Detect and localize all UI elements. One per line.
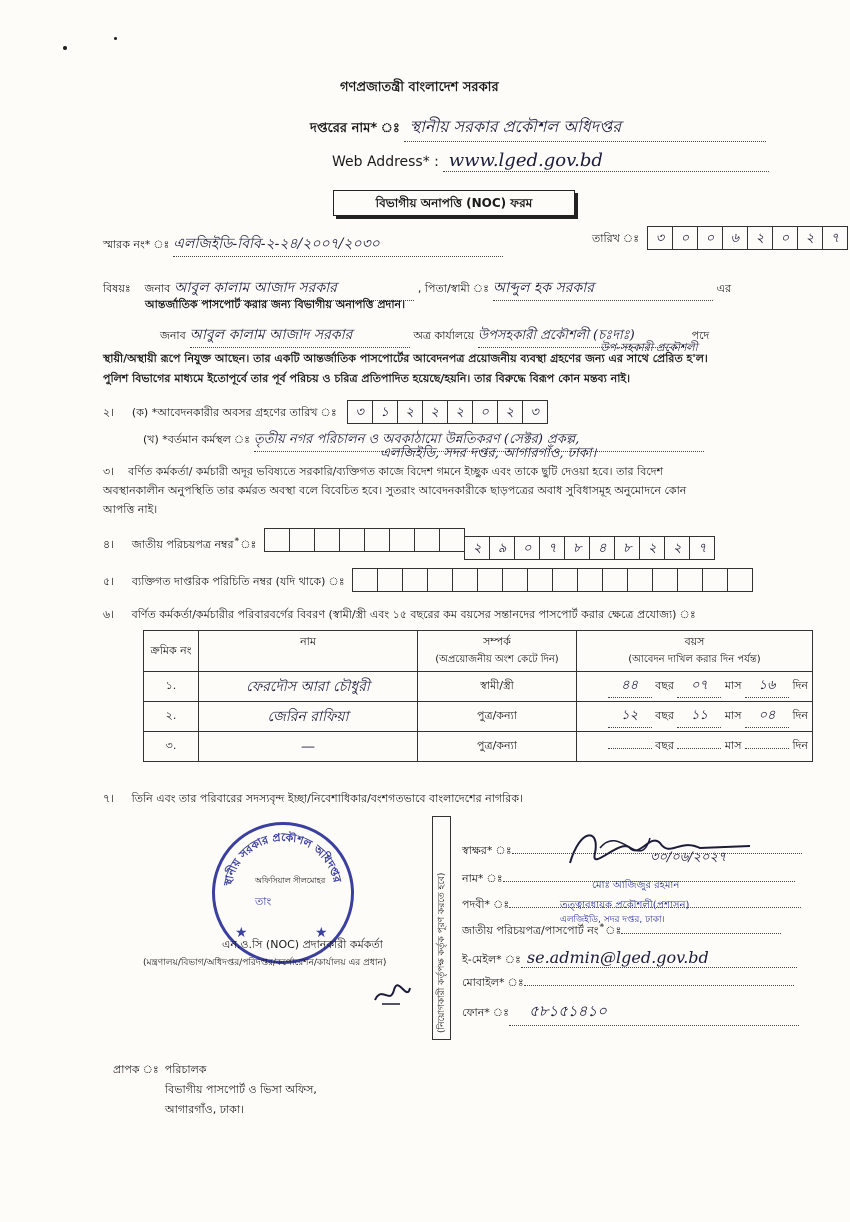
memo-label: স্মারক নং* ঃ <box>103 238 170 251</box>
personal-id-digit-box <box>627 568 653 592</box>
subject-label: বিষয়ঃ <box>103 282 131 295</box>
form-title-text: বিভাগীয় অনাপত্তি (NOC) ফরম <box>375 196 533 210</box>
date-digit-box: ২ <box>747 226 773 250</box>
age-years: ১২ <box>608 706 652 728</box>
age-years-unit: বছর <box>651 739 678 752</box>
personal-id-digit-box <box>677 568 703 592</box>
age-years-unit: বছর <box>651 678 678 692</box>
row-name: জেরিন রাফিয়া <box>199 702 418 732</box>
personal-id-digit-box <box>552 568 578 592</box>
personal-id-label: ব্যক্তিগত দাপ্তরিক পরিচিতি নম্বর (যদি থাকে) ঃ <box>131 575 345 588</box>
nid-digit-box <box>289 528 315 552</box>
body-post-overwrite: উপ-সহকারী প্রকৌশলী <box>600 341 698 354</box>
item3-line3: আপত্তি নাই। <box>103 503 158 516</box>
item3-text1: বর্ণিত কর্মকর্তা/ কর্মচারী অদূর ভবিষ্যতে সরকারি/ব্যক্তিগত কাজে বিদেশ গমনে ইচ্ছুক এবং তাকে ছুটি দেওয়া হবে। তার বিদেশ <box>128 465 664 478</box>
subject-father: আব্দুল হক সরকার <box>493 276 713 301</box>
item6-number: ৬। <box>103 608 115 621</box>
body-post: উপসহকারী প্রকৌশলী (চঃদাঃ) <box>478 326 688 348</box>
office-name-label: দপ্তরের নাম* ঃ <box>310 121 400 136</box>
web-address-value: www.lged.gov.bd <box>443 150 769 172</box>
workplace-value-line2: এলজিইডি, সদর দপ্তর, আগারগাঁও, ঢাকা। <box>380 446 597 461</box>
item3-line2: অবস্থানকালীন অনুপস্থিতি তার কর্মরত অবস্থা বলে বিবেচিত হবে। সুতরাং আবেদনকারীকে ছাড়পত্রের অবাধ সুবিধাসমূহ অনুমোদনে কোন <box>103 484 687 497</box>
date-digit-box: ০ <box>672 226 698 250</box>
date-boxes <box>647 231 847 245</box>
svg-text:স্থানীয় সরকার প্রকৌশল অধিদপ্ত: স্থানীয় সরকার প্রকৌশল অধিদপ্তর <box>221 830 344 888</box>
office-name-row <box>310 114 790 142</box>
nid-digit-box <box>314 528 340 552</box>
age-months-unit: মাস <box>721 678 745 692</box>
body-end: পদে <box>691 329 710 342</box>
family-table-header <box>144 631 813 672</box>
memo-value: এলজিইডি-বিবি-২-২৪/২০০৭/২০৩০ <box>173 232 503 257</box>
punch-mark <box>114 37 117 40</box>
row-name: — <box>199 732 418 762</box>
nid-digit-box <box>439 528 465 552</box>
row-age <box>577 672 813 702</box>
nid-digit-box <box>389 528 415 552</box>
age-months: ০৭ <box>677 676 721 698</box>
table-row <box>144 702 813 732</box>
age-days: ১৬ <box>745 676 789 698</box>
personal-id-digit-box <box>427 568 453 592</box>
family-table <box>143 630 813 762</box>
table-row <box>144 732 813 762</box>
post-label: পদবী* ঃ <box>462 898 510 911</box>
nid-digit-box: ২ <box>639 536 665 560</box>
subject-suffix: এর <box>716 282 732 295</box>
nid-digit-box <box>414 528 440 552</box>
personal-id-digit-box <box>352 568 378 592</box>
noc-authority: এন.ও.সি (NOC) প্রদানকারী কর্মকর্তা <box>222 938 383 951</box>
email-value: se.admin@lged.gov.bd <box>521 948 797 968</box>
nid-digit-box: ৮ <box>564 536 590 560</box>
date-label: তারিখ ঃ <box>592 232 640 245</box>
date-row <box>592 226 847 250</box>
item2-a-row <box>103 400 547 424</box>
col-name <box>199 631 418 672</box>
retirement-digit-box: ২ <box>497 400 523 424</box>
government-title: গণপ্রজাতন্ত্রী বাংলাদেশ সরকার <box>340 80 499 95</box>
retirement-digit-box: ৩ <box>522 400 548 424</box>
date-digit-box: ০ <box>772 226 798 250</box>
item3-line1 <box>103 462 823 481</box>
nid-label: জাতীয় পরিচয়পত্র নম্বর*ঃ <box>131 537 257 551</box>
item6-row <box>103 606 823 625</box>
recipient-address: আগারগাঁও, ঢাকা। <box>165 1103 245 1116</box>
mobile-row <box>462 974 812 1000</box>
col-age-label: বয়স <box>684 635 705 648</box>
item3 <box>103 462 823 519</box>
item7-row <box>103 790 523 809</box>
noc-authority-sub: (মন্ত্রণালয়/বিভাগ/অধিদপ্তর/পরিদপ্তর/কর্পোরেশন/কার্যালয় এর প্রধান) <box>143 958 387 968</box>
recipient-office: বিভাগীয় পাসপোর্ট ও ভিসা অফিস, <box>165 1083 317 1096</box>
nid-digit-box: ০ <box>514 536 540 560</box>
col-serial <box>144 631 199 672</box>
personal-id-digit-box <box>602 568 628 592</box>
personal-id-digit-box <box>377 568 403 592</box>
initial-signature <box>372 980 412 1016</box>
col-age <box>577 631 813 672</box>
name-label: নাম* ঃ <box>462 872 503 885</box>
personal-id-boxes <box>352 568 752 595</box>
row-relation: পুত্র/কন্যা <box>418 702 577 732</box>
body-line1 <box>160 323 820 348</box>
age-years: ৪৪ <box>608 676 652 698</box>
officer-post-stamp2: এলজিইডি, সদর দপ্তর, ঢাকা। <box>560 915 665 925</box>
item5-number: ৫। <box>103 575 115 588</box>
officer-nid-label: জাতীয় পরিচয়পত্র/পাসপোর্ট নং*ঃ <box>462 924 622 937</box>
table-row <box>144 672 813 702</box>
col-serial-label: ক্রমিক নং <box>150 643 192 657</box>
col-relation <box>418 631 577 672</box>
date-digit-box: ৬ <box>722 226 748 250</box>
workplace-value: তৃতীয় নগর পরিচালন ও অবকাঠামো উন্নতিকরণ (সেক্টর) প্রকল্প, <box>254 430 704 452</box>
age-months <box>677 748 721 749</box>
body-line3: পুলিশ বিভাগের মাধ্যমে ইতোপূর্বে তার পূর্ব পরিচয় ও চরিত্র প্রতিপাদিত হয়েছে/হয়নি। তার বিরুদ্ধে বিরূপ কোন মন্তব্য নাই। <box>103 372 631 385</box>
retirement-date-boxes <box>347 405 547 419</box>
nid-digit-box: ৭ <box>689 536 715 560</box>
web-address-row <box>332 150 772 172</box>
svg-text:★: ★ <box>235 925 248 941</box>
subject-prefix: জনাব <box>144 282 171 295</box>
age-months: ১১ <box>677 706 721 728</box>
age-months-unit: মাস <box>721 739 745 752</box>
personal-id-digit-box <box>577 568 603 592</box>
recipient-block <box>113 1060 317 1120</box>
item7-number: ৭। <box>103 792 115 805</box>
age-days: ০৪ <box>745 706 789 728</box>
row-age <box>577 702 813 732</box>
retirement-digit-box: ২ <box>447 400 473 424</box>
nid-digit-box: ৮ <box>614 536 640 560</box>
vertical-note: (নিয়োগকারী কর্তৃপক্ষ কর্তৃক পূরণ করতে হবে) <box>432 816 451 1040</box>
nid-digit-box: ২ <box>464 536 490 560</box>
col-age-note: (আবেদন দাখিল করার দিন পর্যন্ত) <box>628 654 761 665</box>
seal-inner-date: তাং <box>255 895 272 908</box>
row-relation: পুত্র/কন্যা <box>418 732 577 762</box>
nid-digit-box: ২ <box>664 536 690 560</box>
mobile-label: মোবাইল* ঃ <box>462 976 524 989</box>
retirement-digit-box: ৩ <box>347 400 373 424</box>
age-years-unit: বছর <box>651 708 678 722</box>
row-serial: ৩. <box>144 732 199 762</box>
col-name-label: নাম <box>300 635 316 648</box>
email-label: ই-মেইল* ঃ <box>462 953 521 966</box>
mobile-line <box>524 985 794 986</box>
nid-digit-box: ৪ <box>589 536 615 560</box>
col-relation-note: (অপ্রয়োজনীয় অংশ কেটে দিন) <box>435 654 559 665</box>
personal-id-digit-box <box>477 568 503 592</box>
retirement-digit-box: ২ <box>422 400 448 424</box>
age-days-unit: দিন <box>789 739 808 752</box>
body-mid: অত্র কার্যালয়ে <box>413 329 475 342</box>
workplace-label: (খ) *বর্তমান কর্মস্থল ঃ <box>143 433 251 446</box>
phone-row <box>462 1000 812 1026</box>
age-days-unit: দিন <box>789 708 808 722</box>
sign-label: স্বাক্ষর* ঃ <box>462 844 512 857</box>
form-title <box>333 190 575 216</box>
personal-id-digit-box <box>527 568 553 592</box>
date-digit-box: ০ <box>697 226 723 250</box>
item5-row <box>103 568 752 595</box>
row-age <box>577 732 813 762</box>
date-digit-box: ২ <box>797 226 823 250</box>
date-digit-box: ৩ <box>647 226 673 250</box>
nid-digit-box <box>364 528 390 552</box>
body-line2: স্থায়ী/অস্থায়ী রূপে নিযুক্ত আছেন। তার একটি আন্তর্জাতিক পাসপোর্টের আবেদনপত্র প্রয়োজনীয় ব্যবস্থা গ্রহণের জন্য এর সাথে প্রেরিত হ'ল। <box>103 352 708 365</box>
body-prefix: জনাব <box>160 329 186 342</box>
row-serial: ১. <box>144 672 199 702</box>
retirement-date-label: (ক) *আবেদনকারীর অবসর গ্রহণের তারিখ ঃ <box>131 406 337 419</box>
nid-digit-box <box>264 528 290 552</box>
nid-digit-box: ৯ <box>489 536 515 560</box>
retirement-digit-box: ০ <box>472 400 498 424</box>
nid-boxes <box>264 528 714 560</box>
personal-id-digit-box <box>727 568 753 592</box>
item4-number: ৪। <box>103 537 115 551</box>
family-table-body <box>144 672 813 762</box>
body-name: আবুল কালাম আজাদ সরকার <box>190 323 410 348</box>
punch-mark <box>63 46 67 50</box>
row-serial: ২. <box>144 702 199 732</box>
sign-date: ৩০/০৬/২০২৭ <box>650 850 727 865</box>
officer-nid-line <box>621 933 781 934</box>
seal-inner-label: অফিসিয়াল সীলমোহর <box>255 876 326 885</box>
item7-text: তিনি এবং তার পরিবারের সদস্যবৃন্দ ইচ্ছা/নিবেশাধিকার/বংশগতভাবে বাংলাদেশের নাগরিক। <box>131 792 523 805</box>
phone-label: ফোন* ঃ <box>462 1006 509 1019</box>
personal-id-digit-box <box>652 568 678 592</box>
office-name-value: স্থানীয় সরকার প্রকৌশল অধিদপ্তর <box>404 114 766 142</box>
date-digit-box: ৭ <box>822 226 848 250</box>
email-row <box>462 948 812 974</box>
retirement-digit-box: ২ <box>397 400 423 424</box>
age-days-unit: দিন <box>789 678 808 692</box>
recipient-title: পরিচালক <box>164 1063 207 1076</box>
item6-text: বর্ণিত কর্মকর্তা/কর্মচারীর পরিবারবর্গের বিবরণ (স্বামী/স্ত্রী এবং ১৫ বছরের কম বয়সের সন্তানদের পাসপোর্ট করার ক্ষেত্রে প্রযোজ্য) ঃ <box>131 608 696 621</box>
subject-father-label: , পিতা/স্বামী ঃ <box>417 282 490 295</box>
personal-id-digit-box <box>452 568 478 592</box>
recipient-line1 <box>113 1060 317 1080</box>
web-address-label: Web Address* : <box>332 154 439 170</box>
personal-id-digit-box <box>402 568 428 592</box>
age-years <box>608 748 652 749</box>
age-months-unit: মাস <box>721 708 745 722</box>
officer-name-stamp: মোঃ আজিজুর রহমান <box>592 880 680 891</box>
subject-line2: আন্তর্জাতিক পাসপোর্ট করার জন্য বিভাগীয় অনাপত্তি প্রদান। <box>145 298 406 311</box>
subject-name: আবুল কালাম আজাদ সরকার <box>174 276 414 301</box>
item4-row <box>103 528 714 560</box>
nid-digit-box <box>339 528 365 552</box>
personal-id-digit-box <box>702 568 728 592</box>
item3-number: ৩। <box>103 465 115 478</box>
row-relation: স্বামী/স্ত্রী <box>418 672 577 702</box>
row-name: ফেরদৌস আরা চৌধুরী <box>199 672 418 702</box>
retirement-digit-box: ১ <box>372 400 398 424</box>
officer-post-stamp: তত্ত্বাবধায়ক প্রকৌশলী(প্রশাসন) <box>560 900 690 911</box>
nid-digit-box: ৭ <box>539 536 565 560</box>
recipient-label: প্রাপক ঃ <box>113 1063 159 1076</box>
phone-value: ৫৮১৫১৪১০ <box>509 1000 799 1026</box>
age-days <box>745 748 789 749</box>
col-relation-label: সম্পর্ক <box>483 635 511 648</box>
personal-id-digit-box <box>502 568 528 592</box>
item2-number: ২। <box>103 406 115 419</box>
svg-text:★: ★ <box>315 925 328 941</box>
